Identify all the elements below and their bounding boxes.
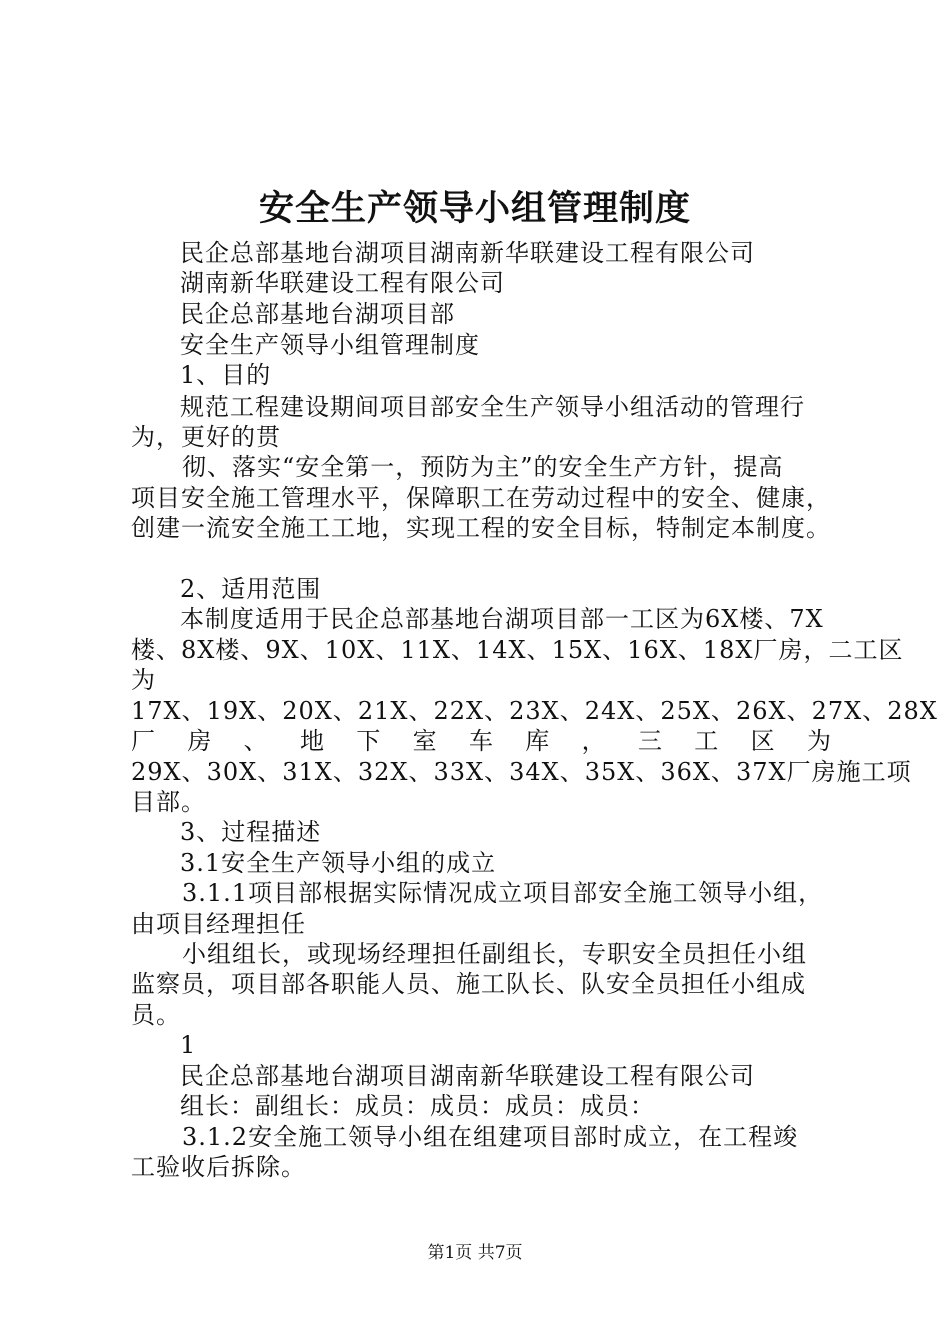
paragraph-line: 工验收后拆除。	[131, 1153, 306, 1181]
header-line-subtitle: 安全生产领导小组管理制度	[180, 331, 480, 359]
justified-char: ，	[581, 727, 606, 755]
inline-page-marker: 1	[180, 1031, 197, 1059]
paragraph-line: 员。	[131, 1001, 181, 1029]
justified-char: 车	[468, 727, 493, 755]
page-footer: 第1页 共7页	[427, 1243, 523, 1263]
roles-line: 组长：副组长：成员：成员：成员：成员：	[180, 1092, 655, 1120]
paragraph-line: 小组组长，或现场经理担任副组长，专职安全员担任小组	[182, 940, 807, 968]
section-heading-scope: 2、适用范围	[180, 575, 322, 603]
subsection-heading: 3.1安全生产领导小组的成立	[180, 849, 497, 877]
justified-char: 室	[412, 727, 437, 755]
justified-char: 地	[299, 727, 324, 755]
paragraph-line: 创建一流安全施工工地，实现工程的安全目标，特制定本制度。	[131, 514, 831, 542]
document-title: 安全生产领导小组管理制度	[258, 188, 691, 229]
justified-char: 厂	[131, 727, 155, 755]
paragraph-line: 本制度适用于民企总部基地台湖项目部一工区为6X楼、7X	[180, 605, 824, 633]
justified-char: 库	[525, 727, 550, 755]
justified-char: 下	[356, 727, 381, 755]
paragraph-line: 3.1.1项目部根据实际情况成立项目部安全施工领导小组，	[182, 879, 824, 907]
justified-char: 三	[637, 727, 662, 755]
justified-char: 工	[694, 727, 719, 755]
justified-char: 、	[243, 727, 268, 755]
paragraph-line: 项目安全施工管理水平，保障职工在劳动过程中的安全、健康，	[131, 484, 831, 512]
paragraph-line: 楼、8X楼、9X、10X、11X、14X、15X、16X、18X厂房，二工区	[131, 636, 904, 664]
paragraph-line: 监察员，项目部各职能人员、施工队长、队安全员担任小组成	[131, 970, 806, 998]
paragraph-line: 17X、19X、20X、21X、22X、23X、24X、25X、26X、27X、28X	[131, 697, 938, 725]
paragraph-line: 为，更好的贯	[131, 423, 281, 451]
paragraph-line: 规范工程建设期间项目部安全生产领导小组活动的管理行	[180, 393, 805, 421]
justified-char: 为	[806, 727, 831, 755]
paragraph-line: 彻、落实“安全第一，预防为主”的安全生产方针，提高	[182, 453, 784, 481]
header-line-company: 民企总部基地台湖项目湖南新华联建设工程有限公司	[180, 239, 755, 267]
paragraph-line-justified	[131, 726, 831, 756]
paragraph-line: 29X、30X、31X、32X、33X、34X、35X、36X、37X厂房施工项	[131, 758, 912, 786]
paragraph-line: 目部。	[131, 788, 206, 816]
header-line-company-short: 湖南新华联建设工程有限公司	[180, 269, 505, 297]
section-heading-purpose: 1、目的	[180, 361, 272, 389]
company-name-repeat: 民企总部基地台湖项目湖南新华联建设工程有限公司	[180, 1062, 755, 1090]
section-heading-process: 3、过程描述	[180, 818, 322, 846]
paragraph-line: 由项目经理担任	[131, 910, 306, 938]
header-line-project: 民企总部基地台湖项目部	[180, 300, 455, 328]
paragraph-line: 3.1.2安全施工领导小组在组建项目部时成立，在工程竣	[182, 1123, 799, 1151]
justified-char: 房	[187, 727, 212, 755]
paragraph-line: 为	[131, 666, 156, 694]
justified-char: 区	[750, 727, 775, 755]
